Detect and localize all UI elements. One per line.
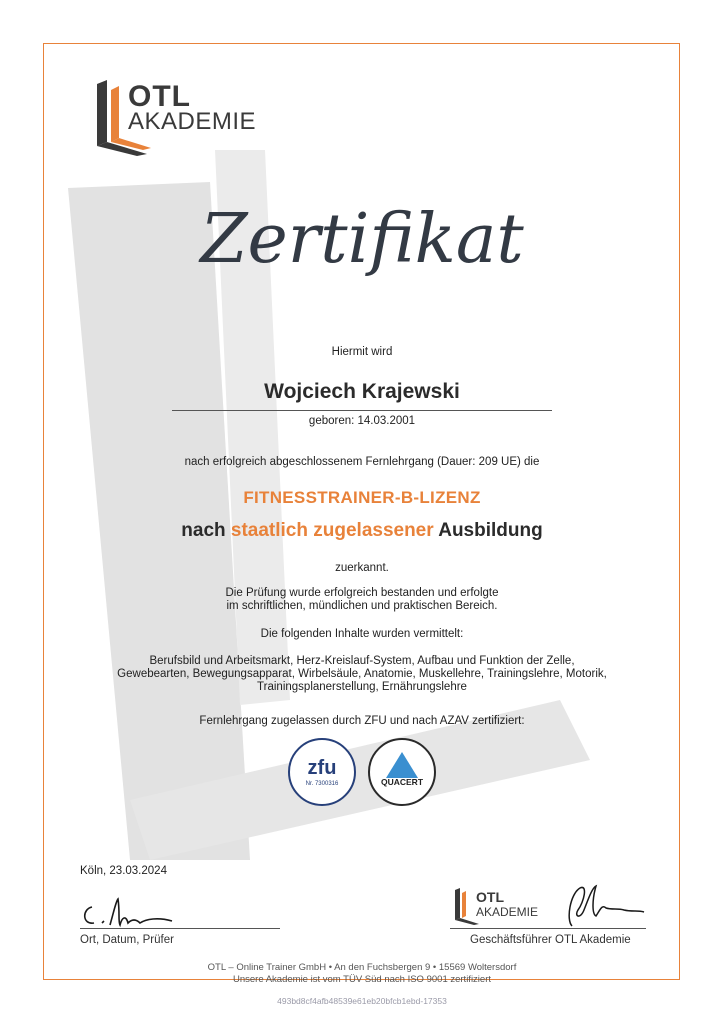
place-date: Köln, 23.03.2024 xyxy=(80,865,167,877)
small-logo-text-otl: OTL xyxy=(476,889,504,905)
contents-heading: Die folgenden Inhalte wurden vermittelt: xyxy=(260,628,464,640)
exam-line-1: Die Prüfung wurde erfolgreich bestanden und erfolgte xyxy=(225,587,499,599)
awarded-text: zuerkannt. xyxy=(335,562,389,574)
zfu-seal-text: zfu xyxy=(307,757,337,779)
logo-text-akademie: AKADEMIE xyxy=(128,108,257,135)
course-line: nach erfolgreich abgeschlossenem Fernlehrgang (Dauer: 209 UE) die xyxy=(184,456,540,468)
footer-address: OTL – Online Trainer GmbH • An den Fuchsbergen 9 • 15569 Woltersdorf xyxy=(207,962,517,973)
right-signature-line xyxy=(450,928,646,929)
footer-certification: Unsere Akademie ist vom TÜV Süd nach ISO 9001 zertifiziert xyxy=(232,974,492,985)
zfu-seal-number: Nr. 7300316 xyxy=(305,781,339,787)
subtitle-part1: nach xyxy=(181,520,231,541)
accreditation-text: Fernlehrgang zugelassen durch ZFU und nach AZAV zertifiziert: xyxy=(199,715,525,727)
license-title: FITNESSTRAINER-B-LIZENZ xyxy=(243,488,481,507)
logo-text-otl: OTL xyxy=(128,80,191,113)
quacert-seal xyxy=(368,738,436,806)
certificate-frame xyxy=(43,43,680,980)
birth-date: geboren: 14.03.2001 xyxy=(308,415,416,427)
right-signature-label: Geschäftsführer OTL Akademie xyxy=(470,934,631,946)
intro-text: Hiermit wird xyxy=(331,346,393,358)
director-signature xyxy=(562,880,647,930)
quacert-triangle-icon xyxy=(384,750,420,780)
exam-line-2: im schriftlichen, mündlichen und praktischen Bereich. xyxy=(226,600,498,612)
contents-line-2: Gewebearten, Bewegungsapparat, Wirbelsäule, Anatomie, Muskellehre, Trainingslehre, Motorik, xyxy=(117,668,607,680)
subtitle-highlight: staatlich zugelassener xyxy=(230,520,434,541)
subtitle-part2: Ausbildung xyxy=(433,520,543,541)
zfu-seal xyxy=(288,738,356,806)
contents-line-1: Berufsbild und Arbeitsmarkt, Herz-Kreislauf-System, Aufbau und Funktion der Zelle, xyxy=(149,655,575,667)
examiner-signature xyxy=(80,895,175,930)
name-underline xyxy=(172,410,552,411)
left-signature-label: Ort, Datum, Prüfer xyxy=(80,934,174,946)
quacert-seal-text: QUACERT xyxy=(380,777,424,787)
certificate-title: Zertifikat xyxy=(200,200,524,279)
recipient-name: Wojciech Krajewski xyxy=(264,380,460,403)
contents-line-3: Trainingsplanerstellung, Ernährungslehre xyxy=(257,681,467,693)
small-logo-text-akademie: AKADEMIE xyxy=(476,905,539,919)
left-signature-line xyxy=(80,928,280,929)
license-subtitle xyxy=(0,520,724,542)
certificate-hash: 493bd8cf4afb48539e61eb20bfcb1ebd-17353 xyxy=(277,996,447,1006)
